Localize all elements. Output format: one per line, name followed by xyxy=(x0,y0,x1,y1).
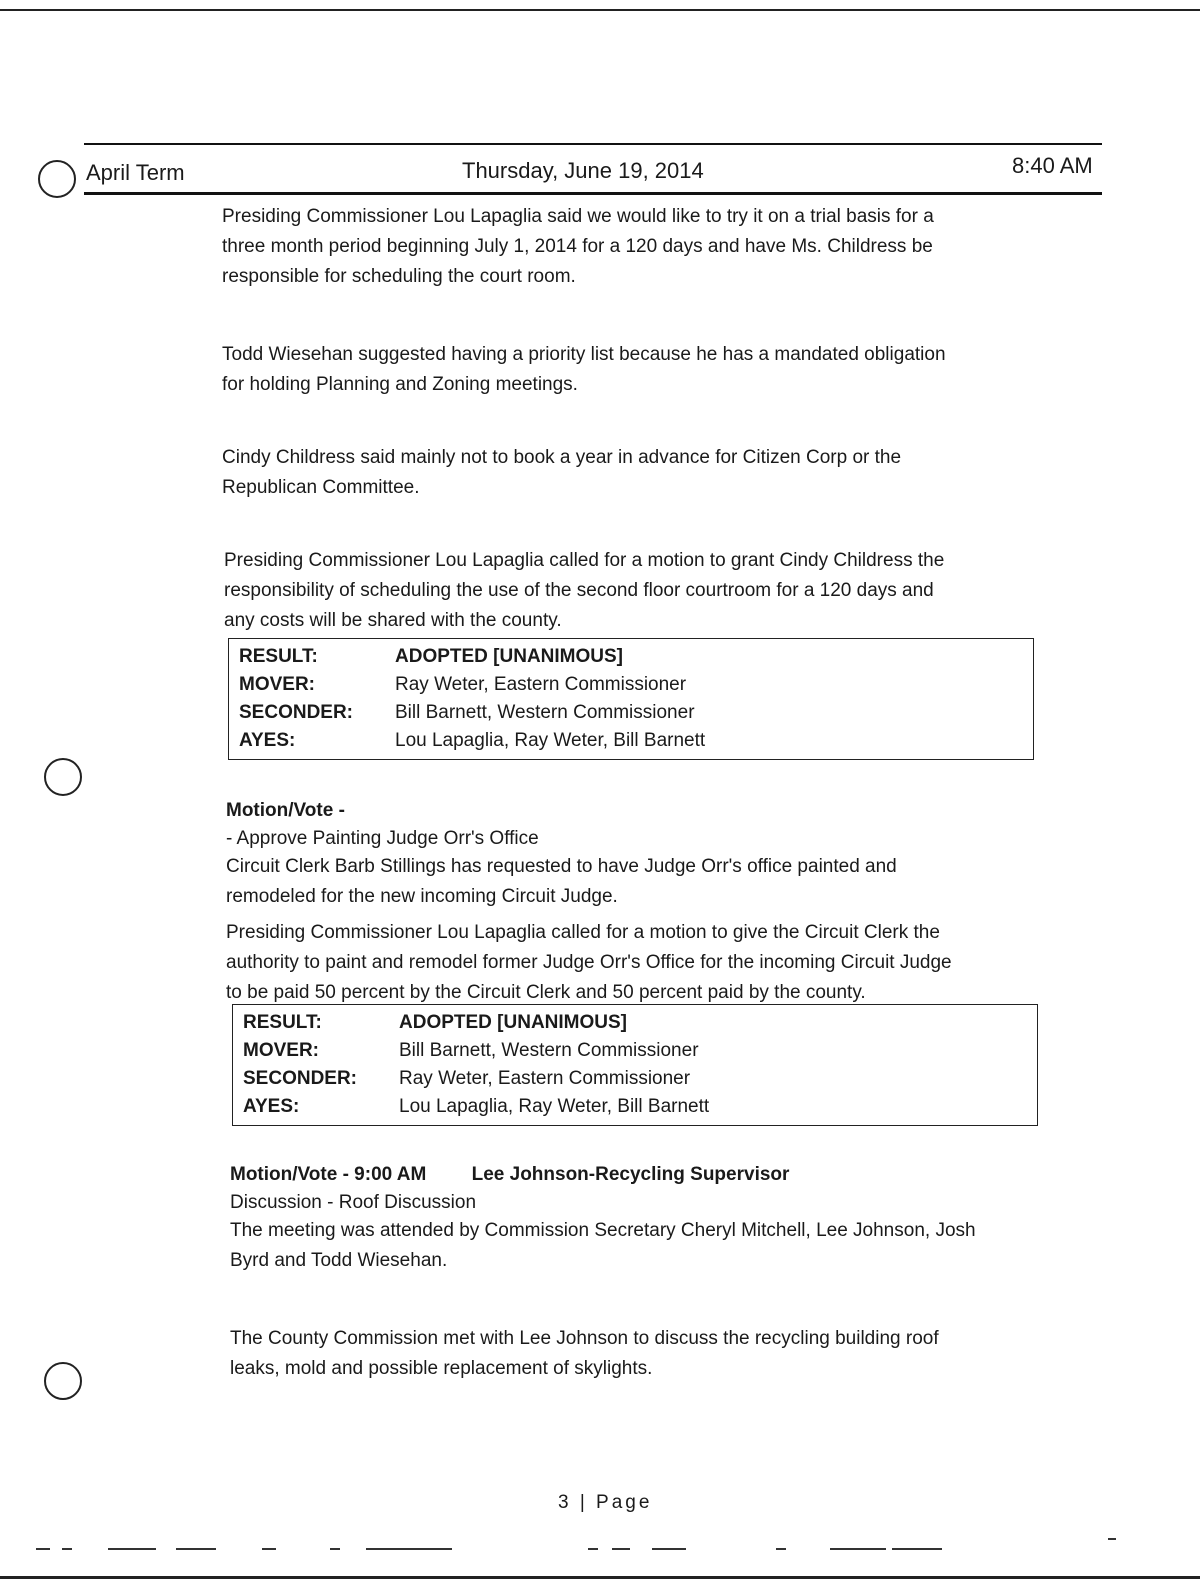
motion-heading: Motion/Vote - 9:00 AM xyxy=(230,1164,427,1185)
mover-label: MOVER: xyxy=(239,674,315,695)
scan-artifact xyxy=(108,1548,156,1550)
scan-artifact xyxy=(176,1548,216,1550)
motion-presenter: Lee Johnson-Recycling Supervisor xyxy=(471,1164,790,1185)
seconder-value: Ray Weter, Eastern Commissioner xyxy=(399,1068,691,1089)
text-line: three month period beginning July 1, 2014 for a 120 days and have Ms. Childress be xyxy=(222,236,933,257)
scan-artifact xyxy=(1108,1538,1116,1540)
binder-hole-icon xyxy=(44,1362,82,1400)
vote-row-ayes xyxy=(243,1093,1037,1121)
seconder-label: SECONDER: xyxy=(243,1068,358,1089)
text-line: Cindy Childress said mainly not to book a year in advance for Citizen Corp or the xyxy=(222,447,902,468)
header-rule-bottom xyxy=(84,192,1102,195)
paragraph-priority-list xyxy=(222,340,1022,400)
ayes-value: Lou Lapaglia, Ray Weter, Bill Barnett xyxy=(395,730,706,751)
meeting-time: 8:40 AM xyxy=(1012,153,1093,178)
vote-result-box-2 xyxy=(232,1004,1038,1126)
vote-row-seconder xyxy=(243,1065,1037,1093)
text-line: authority to paint and remodel former Judge Orr's Office for the incoming Circuit Judge xyxy=(226,952,952,973)
text-line: Presiding Commissioner Lou Lapaglia called for a motion to grant Cindy Childress the xyxy=(224,550,945,571)
term-label: April Term xyxy=(86,160,185,185)
mover-value: Ray Weter, Eastern Commissioner xyxy=(395,674,687,695)
text-line: Todd Wiesehan suggested having a priority list because he has a mandated obligation xyxy=(222,344,946,365)
vote-row-seconder xyxy=(239,699,1033,727)
text-line: Presiding Commissioner Lou Lapaglia called for a motion to give the Circuit Clerk the xyxy=(226,922,940,943)
paragraph-motion-courtroom xyxy=(224,546,1024,636)
motion-painting-section xyxy=(226,796,1046,1008)
text-line: remodeled for the new incoming Circuit Judge. xyxy=(226,886,618,907)
result-value: ADOPTED [UNANIMOUS] xyxy=(395,646,623,667)
ayes-label: AYES: xyxy=(243,1096,300,1117)
vote-row-result xyxy=(239,643,1033,671)
motion-item: - Approve Painting Judge Orr's Office xyxy=(226,828,539,849)
mover-value: Bill Barnett, Western Commissioner xyxy=(399,1040,699,1061)
scan-artifact xyxy=(892,1548,942,1550)
page-number: 3 | Page xyxy=(558,1492,653,1513)
text-line: Circuit Clerk Barb Stillings has requested to have Judge Orr's office painted and xyxy=(226,856,897,877)
result-label: RESULT: xyxy=(243,1012,322,1033)
scan-artifact xyxy=(652,1548,686,1550)
text-line: Republican Committee. xyxy=(222,477,420,498)
mover-label: MOVER: xyxy=(243,1040,319,1061)
binder-hole-icon xyxy=(38,160,76,198)
vote-row-ayes xyxy=(239,727,1033,755)
text-line: responsible for scheduling the court room. xyxy=(222,266,576,287)
text-line: responsibility of scheduling the use of the second floor courtroom for a 120 days and xyxy=(224,580,934,601)
paragraph-trial-basis xyxy=(222,202,1022,292)
motion-roof-section xyxy=(230,1160,1050,1384)
scan-artifact xyxy=(830,1548,886,1550)
result-value: ADOPTED [UNANIMOUS] xyxy=(399,1012,627,1033)
text-line: The meeting was attended by Commission Secretary Cheryl Mitchell, Lee Johnson, Josh xyxy=(230,1220,976,1241)
vote-row-mover xyxy=(239,671,1033,699)
scan-artifact xyxy=(62,1548,72,1550)
scan-artifact xyxy=(330,1548,340,1550)
text-line: for holding Planning and Zoning meetings. xyxy=(222,374,578,395)
text-line: The County Commission met with Lee Johnson to discuss the recycling building roof xyxy=(230,1328,939,1349)
scan-artifact xyxy=(612,1548,630,1550)
binder-hole-icon xyxy=(44,758,82,796)
motion-heading: Motion/Vote - xyxy=(226,800,345,821)
text-line: leaks, mold and possible replacement of skylights. xyxy=(230,1358,653,1379)
vote-row-mover xyxy=(243,1037,1037,1065)
seconder-value: Bill Barnett, Western Commissioner xyxy=(395,702,695,723)
result-label: RESULT: xyxy=(239,646,318,667)
scan-artifact xyxy=(588,1548,598,1550)
meeting-date: Thursday, June 19, 2014 xyxy=(462,158,704,183)
scan-artifact xyxy=(36,1548,50,1550)
seconder-label: SECONDER: xyxy=(239,702,354,723)
ayes-label: AYES: xyxy=(239,730,296,751)
header-rule-top xyxy=(84,143,1102,145)
scan-artifact xyxy=(776,1548,786,1550)
scan-artifact xyxy=(262,1548,276,1550)
text-line: Byrd and Todd Wiesehan. xyxy=(230,1250,448,1271)
text-line: Presiding Commissioner Lou Lapaglia said we would like to try it on a trial basis for a xyxy=(222,206,934,227)
vote-row-result xyxy=(243,1009,1037,1037)
scan-bottom-rule xyxy=(0,1576,1200,1579)
vote-result-box-1 xyxy=(228,638,1034,760)
paragraph-booking xyxy=(222,443,1022,503)
text-line: any costs will be shared with the county. xyxy=(224,610,562,631)
ayes-value: Lou Lapaglia, Ray Weter, Bill Barnett xyxy=(399,1096,710,1117)
discussion-topic: Discussion - Roof Discussion xyxy=(230,1192,477,1213)
scan-artifact xyxy=(366,1548,452,1550)
motion-heading-row xyxy=(230,1160,1050,1190)
scan-top-rule xyxy=(0,9,1200,11)
text-line: to be paid 50 percent by the Circuit Clerk and 50 percent paid by the county. xyxy=(226,982,866,1003)
